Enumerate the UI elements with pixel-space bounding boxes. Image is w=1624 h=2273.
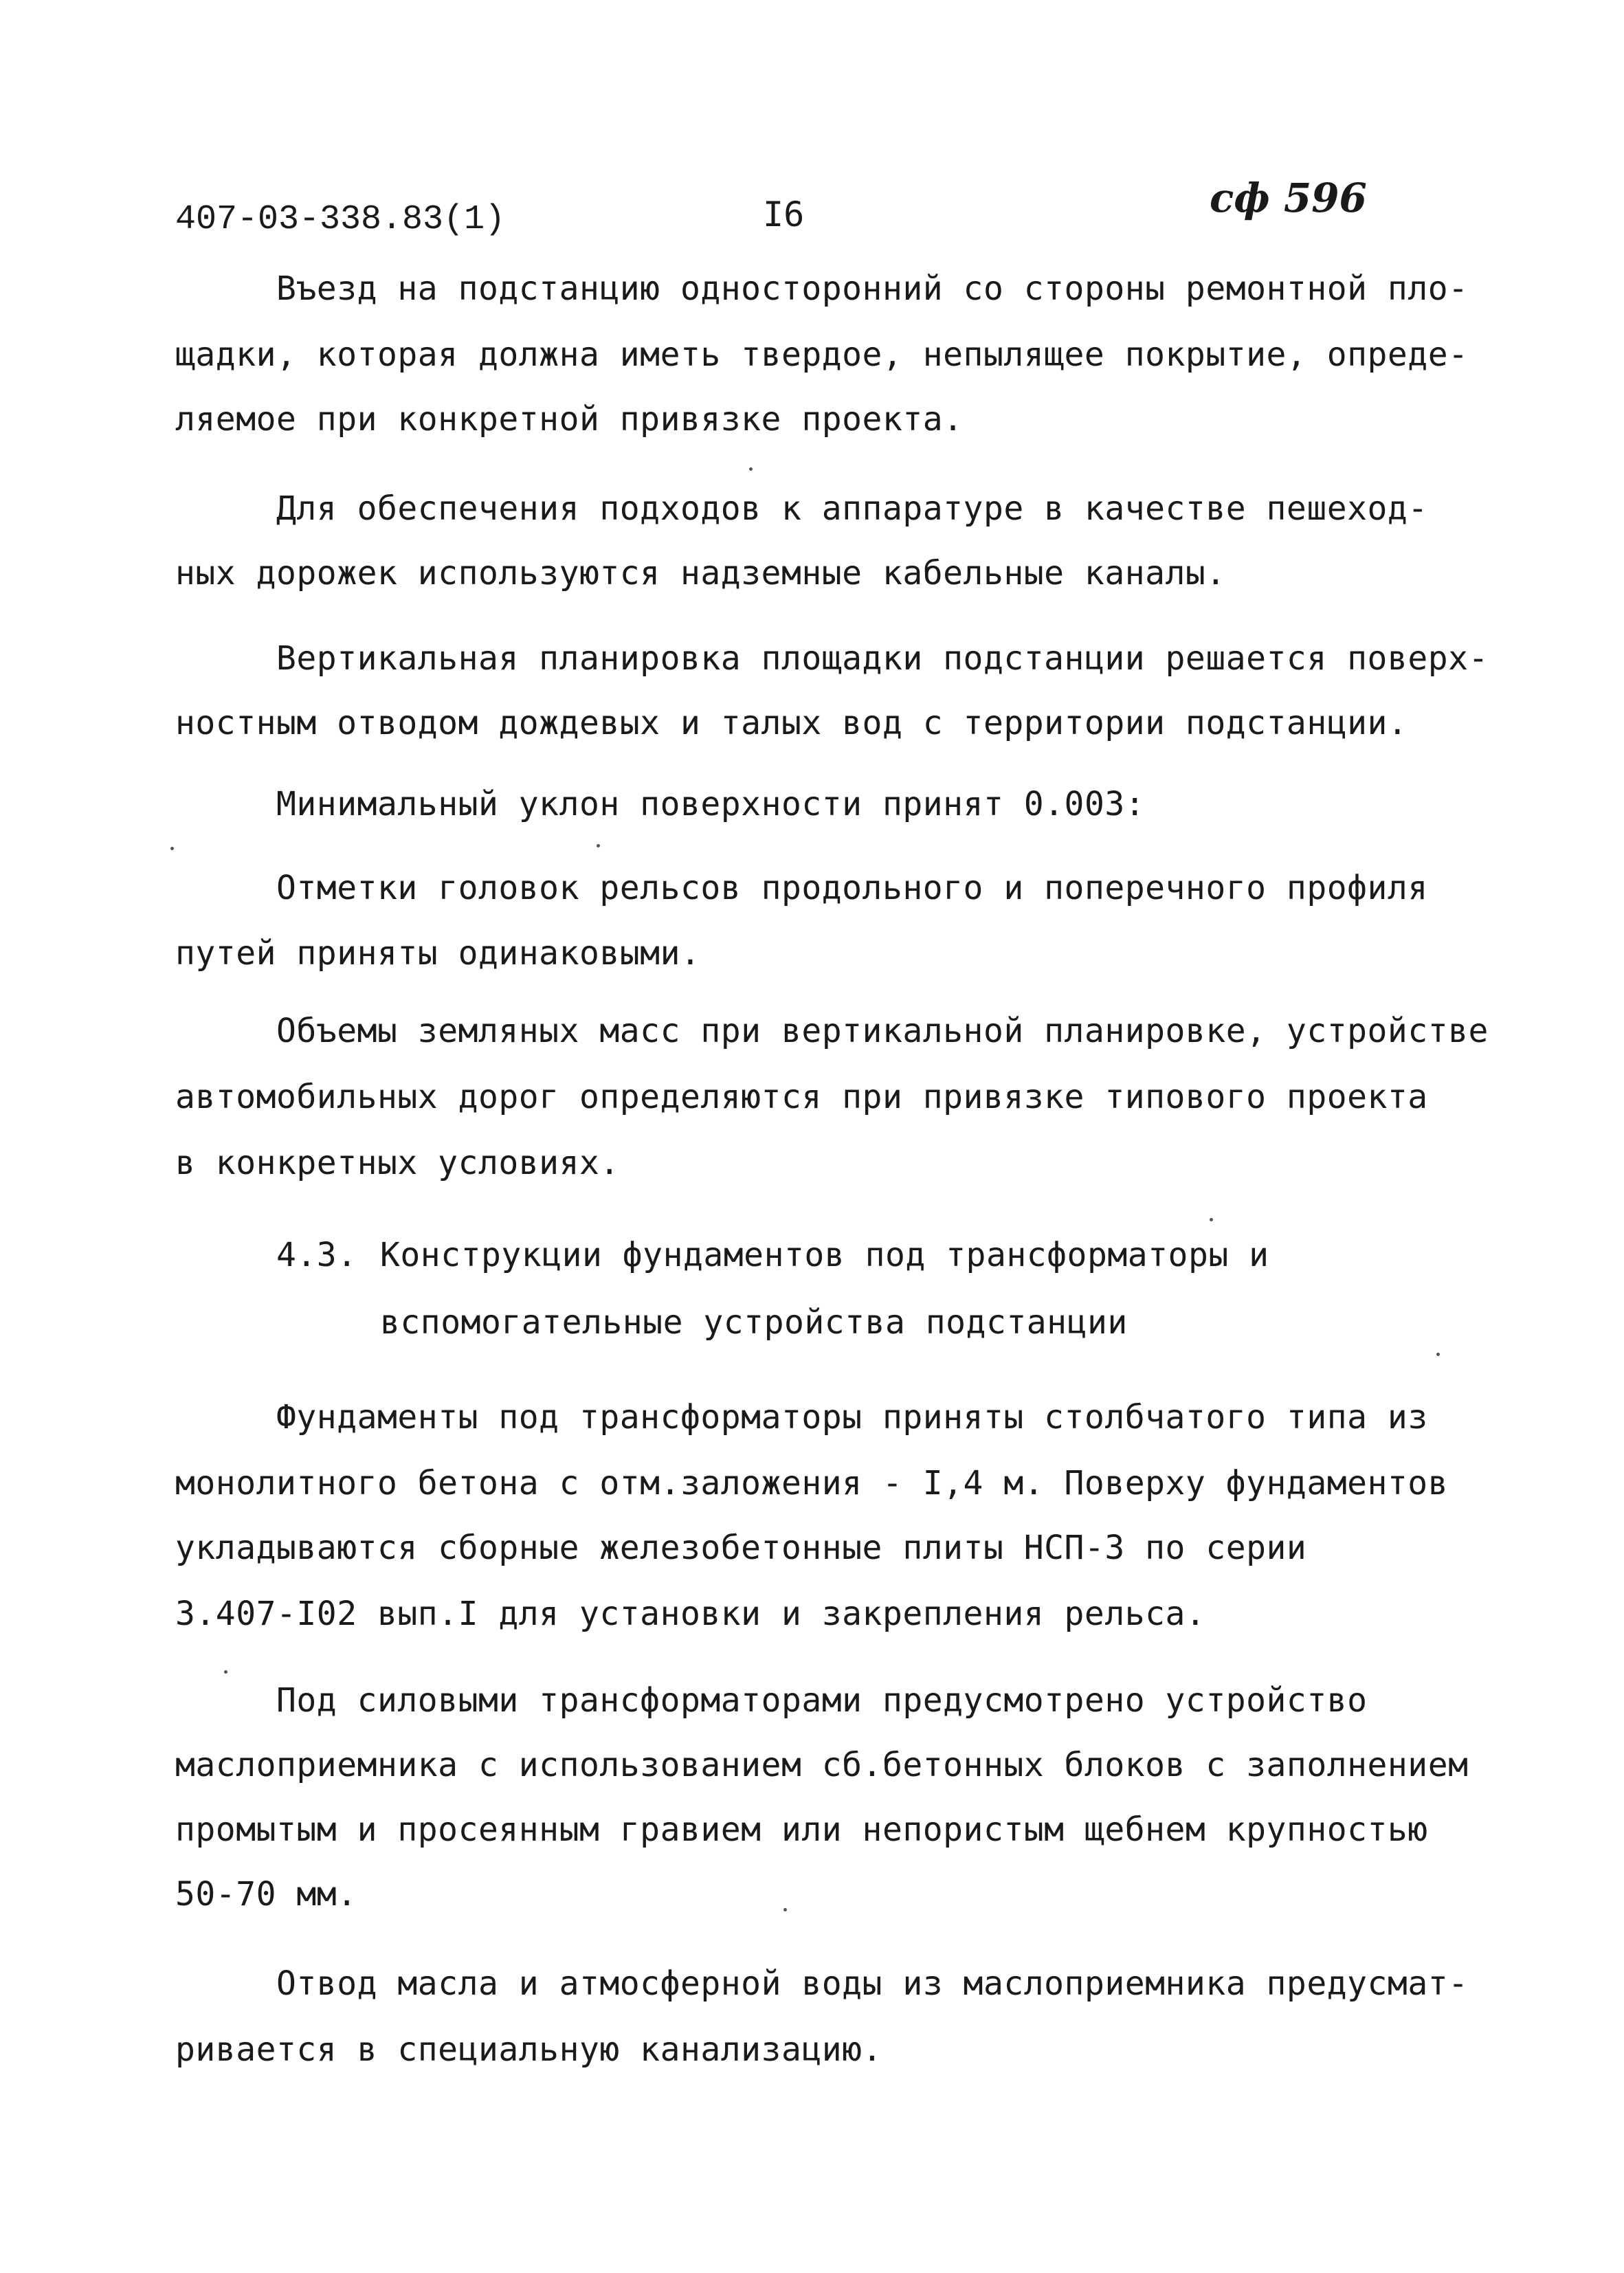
scan-speck bbox=[597, 844, 600, 847]
page-number: I6 bbox=[763, 195, 805, 234]
paragraph-line: Минимальный уклон поверхности принят 0.003: bbox=[276, 785, 1146, 823]
paragraph-line: автомобильных дорог определяются при привязке типового проекта bbox=[175, 1078, 1428, 1116]
paragraph-line: ностным отводом дождевых и талых вод с территории подстанции. bbox=[175, 704, 1408, 742]
scan-speck bbox=[224, 1670, 227, 1674]
paragraph-line: Для обеспечения подходов к аппаратуре в качестве пешеход- bbox=[276, 489, 1428, 528]
paragraph-line: Фундаменты под трансформаторы приняты столбчатого типа из bbox=[276, 1398, 1428, 1437]
paragraph-line: путей приняты одинаковыми. bbox=[175, 934, 701, 973]
paragraph-line: 3.407-I02 вып.I для установки и закрепления рельса. bbox=[175, 1595, 1206, 1633]
section-number: 4.3. bbox=[276, 1236, 357, 1274]
paragraph-line: щадки, которая должна иметь твердое, непылящее покрытие, опреде- bbox=[175, 335, 1469, 374]
scan-speck bbox=[749, 467, 753, 471]
paragraph-line: промытым и просеянным гравием или непористым щебнем крупностью bbox=[175, 1810, 1428, 1849]
paragraph-line: 50-70 мм. bbox=[175, 1875, 357, 1914]
paragraph-line: Отметки головок рельсов продольного и поперечного профиля bbox=[276, 869, 1428, 907]
paragraph-line: Отвод масла и атмосферной воды из маслоприемника предусмат- bbox=[276, 1964, 1469, 2003]
paragraph-line: Вертикальная планировка площадки подстанции решается поверх- bbox=[276, 639, 1489, 678]
paragraph-line: маслоприемника с использованием сб.бетонных блоков с заполнением bbox=[175, 1746, 1469, 1784]
section-heading-line: Конструкции фундаментов под трансформаторы и bbox=[380, 1236, 1269, 1274]
paragraph-line: в конкретных условиях. bbox=[175, 1144, 620, 1182]
paragraph-line: ривается в специальную канализацию. bbox=[175, 2030, 882, 2069]
paragraph-line: Объемы земляных масс при вертикальной планировке, устройстве bbox=[276, 1012, 1489, 1050]
section-heading-line: вспомогательные устройства подстанции bbox=[380, 1303, 1128, 1342]
archive-mark: сф 596 bbox=[1210, 175, 1367, 221]
paragraph-line: укладываются сборные железобетонные плиты НСП-3 по серии bbox=[175, 1529, 1307, 1567]
scan-speck bbox=[170, 847, 174, 850]
paragraph-line: монолитного бетона с отм.заложения - I,4 м. Поверху фундаментов bbox=[175, 1464, 1449, 1503]
paragraph-line: ных дорожек используются надземные кабельные каналы. bbox=[175, 554, 1226, 592]
document-code: 407-03-338.83(1) bbox=[175, 200, 506, 239]
paragraph-line: ляемое при конкретной привязке проекта. bbox=[175, 400, 964, 439]
scan-speck bbox=[1436, 1353, 1440, 1356]
paragraph-line: Въезд на подстанцию односторонний со стороны ремонтной пло- bbox=[276, 269, 1469, 308]
paragraph-line: Под силовыми трансформаторами предусмотрено устройство bbox=[276, 1681, 1368, 1720]
scan-speck bbox=[783, 1908, 787, 1911]
scan-speck bbox=[1210, 1218, 1213, 1221]
